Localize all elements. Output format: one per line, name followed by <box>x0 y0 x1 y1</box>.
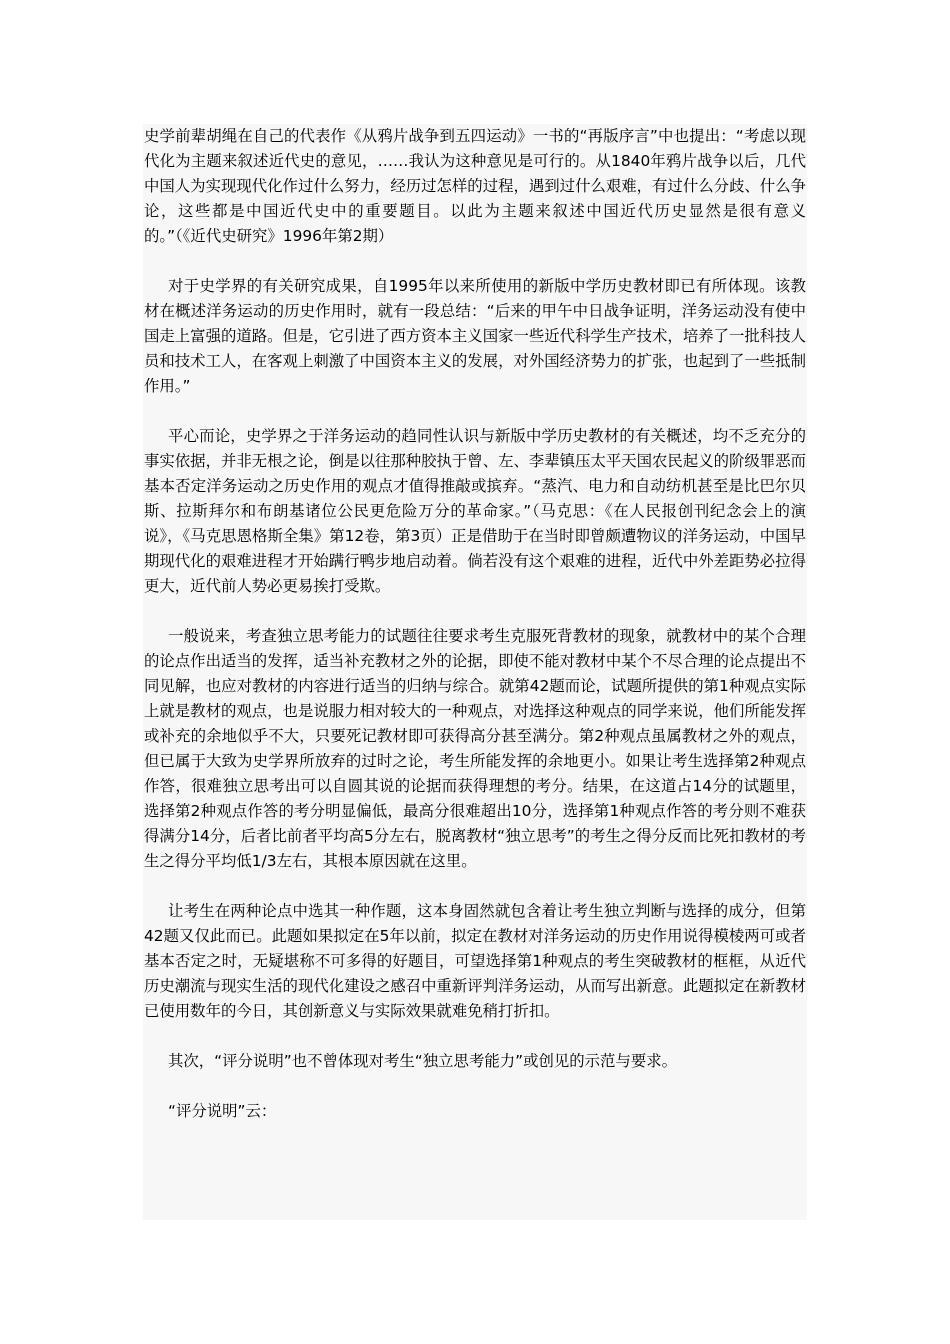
paragraph-5: 让考生在两种论点中选其一种作题，这本身固然就包含着让考生独立判断与选择的成分，但第42题又仅此而已。此题如果拟定在5年以前，拟定在教材对洋务运动的历史作用说得模棱两可或者基本否定之时，无疑堪称不可多得的好题目，可望选择第1种观点的考生突破教材的框框，从近代历史潮流与现实生活的现代化建设之感召中重新评判洋务运动，从而写出新意。此题拟定在新教材已使用数年的今日，其创新意义与实际效果就难免稍打折扣。 <box>144 902 806 1020</box>
paragraph-4: 一般说来，考查独立思考能力的试题往往要求考生克服死背教材的现象，就教材中的某个合理的论点作出适当的发挥，适当补充教材之外的论据，即使不能对教材中某个不尽合理的论点提出不同见解，也应对教材的内容进行适当的归纳与综合。就第42题而论，试题所提供的第1种观点实际上就是教材的观点，也是说服力相对较大的一种观点，对选择这种观点的同学来说，他们所能发挥或补充的余地似乎不大，只要死记教材即可获得高分甚至满分。第2种观点虽属教材之外的观点，但已属于大致为史学界所放弃的过时之论，考生所能发挥的余地更小。如果让考生选择第2种观点作答，很难独立思考出可以自圆其说的论据而获得理想的考分。结果，在这道占14分的试题里，选择第2种观点作答的考分明显偏低，最高分很难超出10分，选择第1种观点作答的考分则不难获得满分14分，后者比前者平均高5分左右，脱离教材“独立思考”的考生之得分反而比死扣教材的考生之得分平均低1/3左右，其根本原因就在这里。 <box>144 627 806 870</box>
paragraph-2: 对于史学界的有关研究成果，自1995年以来所使用的新版中学历史教材即已有所体现。该教材在概述洋务运动的历史作用时，就有一段总结：“后来的甲午中日战争证明，洋务运动没有使中国走上富强的道路。但是，它引进了西方资本主义国家一些近代科学生产技术，培养了一批科技人员和技术工人，在客观上刺激了中国资本主义的发展，对外国经济势力的扩张，也起到了一些抵制作用。” <box>144 277 806 395</box>
paragraph-7: “评分说明”云： <box>168 1102 277 1120</box>
paragraph-3: 平心而论，史学界之于洋务运动的趋同性认识与新版中学历史教材的有关概述，均不乏充分的事实依据，并非无根之论，倒是以往那种胶执于曾、左、李辈镇压太平天国农民起义的阶级罪恶而基本否定洋务运动之历史作用的观点才值得推敲或摈弃。“蒸汽、电力和自动纺机甚至是比巴尔贝斯、拉斯拜尔和布朗基诸位公民更危险万分的革命家。”（马克思：《在人民报创刊纪念会上的演说》，《马克思恩格斯全集》第12卷，第3页）正是借助于在当时即曾颇遭物议的洋务运动，中国早期现代化的艰难进程才开始蹒行鸭步地启动着。倘若没有这个艰难的进程，近代中外差距势必拉得更大，近代前人势必更易挨打受欺。 <box>144 427 806 595</box>
article-text-block <box>143 124 807 1220</box>
paragraph-1: 史学前辈胡绳在自己的代表作《从鸦片战争到五四运动》一书的“再版序言”中也提出：“考虑以现代化为主题来叙述近代史的意见，……我认为这种意见是可行的。从1840年鸦片战争以后，几代中国人为实现现代化作过什么努力，经历过怎样的过程，遇到过什么艰难，有过什么分歧、什么争论，这些都是中国近代史中的重要题目。以此为主题来叙述中国近代历史显然是很有意义的。”（《近代史研究》1996年第2期） <box>144 127 806 245</box>
paragraph-6: 其次，“评分说明”也不曾体现对考生“独立思考能力”或创见的示范与要求。 <box>168 1052 678 1070</box>
